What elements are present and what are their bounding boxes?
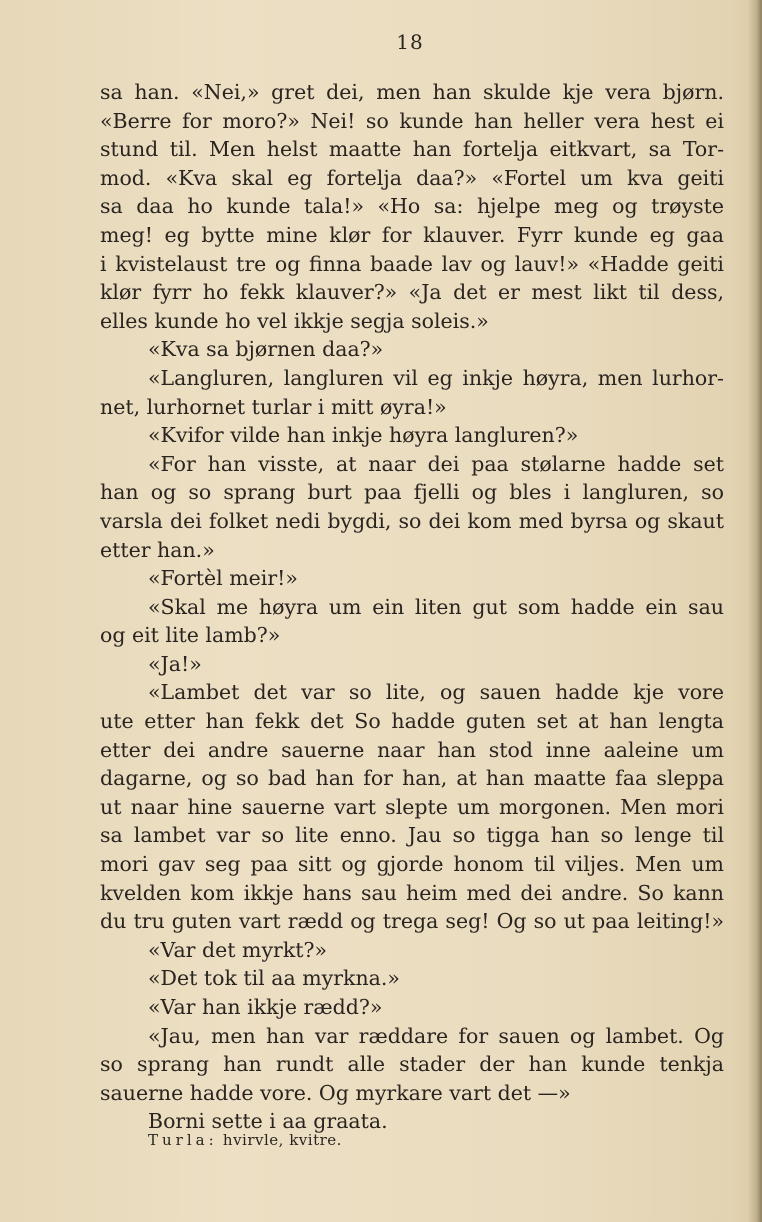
text-line: sa daa ho kunde tala!» «Ho sa: hjelpe meg og trøyste bbox=[100, 194, 724, 219]
text-line: ut naar hine sauerne vart slepte um morgonen. Men mori bbox=[100, 794, 724, 819]
text-line: sauerne hadde vore. Og myrkare vart det —» bbox=[100, 1080, 571, 1105]
text-line: kvelden kom ikkje hans sau heim med dei andre. So kann bbox=[100, 880, 724, 905]
text-line: sa han. «Nei,» gret dei, men han skulde kje vera bjørn. bbox=[100, 80, 724, 104]
text-line: «Langluren, langluren vil eg inkje høyra, men lurhor- bbox=[148, 365, 724, 390]
text-line: «Kva sa bjørnen daa?» bbox=[148, 337, 384, 362]
text-line: «Var han ikkje rædd?» bbox=[148, 995, 383, 1019]
text-line: varsla dei folket nedi bygdi, so dei kom med byrsa og skaut bbox=[100, 508, 724, 533]
text-line: «Lambet det var so lite, og sauen hadde kje vore bbox=[148, 680, 724, 705]
text-line: etter dei andre sauerne naar han stod inne aaleine um bbox=[100, 737, 724, 762]
text-line: ute etter han fekk det So hadde guten set at han lengta bbox=[100, 709, 724, 734]
text-line: «Skal me høyra um ein liten gut som hadde ein sau bbox=[148, 594, 724, 619]
text-line: mori gav seg paa sitt og gjorde honom til viljes. Men um bbox=[100, 852, 724, 877]
page-edge-shadow bbox=[748, 0, 762, 1222]
text-line: dagarne, og so bad han for han, at han maatte faa sleppa bbox=[100, 766, 724, 791]
page-number: 18 bbox=[396, 30, 424, 54]
text-line: net, lurhornet turlar i mitt øyra!» bbox=[100, 394, 447, 419]
text-line: du tru guten vart rædd og trega seg! Og so ut paa leiting!» bbox=[100, 909, 724, 934]
text-line: stund til. Men helst maatte han fortelja eitkvart, sa Tor- bbox=[100, 137, 724, 162]
footnote-definition: hvirvle, kvitre. bbox=[222, 1131, 342, 1149]
text-line: «Ja!» bbox=[148, 651, 202, 676]
text-line: «For han visste, at naar dei paa stølarne hadde set bbox=[148, 451, 724, 476]
text-line: og eit lite lamb?» bbox=[100, 623, 281, 648]
text-line: etter han.» bbox=[100, 537, 215, 562]
text-line: «Var det myrkt?» bbox=[148, 937, 328, 962]
text-line: han og so sprang burt paa fjelli og bles i langluren, so bbox=[100, 480, 724, 505]
text-line: elles kunde ho vel ikkje segja soleis.» bbox=[100, 308, 489, 333]
text-line: klør fyrr ho fekk klauver?» «Ja det er mest likt til dess, bbox=[100, 280, 724, 305]
text-line: «Kvifor vilde han inkje høyra langluren?» bbox=[148, 423, 579, 448]
text-line: «Berre for moro?» Nei! so kunde han heller vera hest ei bbox=[100, 108, 724, 133]
text-line: sa lambet var so lite enno. Jau so tigga han so lenge til bbox=[100, 823, 724, 848]
text-line: mod. «Kva skal eg fortelja daa?» «Fortel um kva geiti bbox=[100, 165, 724, 190]
text-line: meg! eg bytte mine klør for klauver. Fyrr kunde eg gaa bbox=[100, 222, 724, 247]
text-line: so sprang han rundt alle stader der han kunde tenkja bbox=[100, 1052, 724, 1077]
body-text bbox=[100, 78, 724, 1136]
text-line: «Det tok til aa myrkna.» bbox=[148, 966, 400, 991]
text-line: «Fortèl meir!» bbox=[148, 566, 298, 591]
text-line: Borni sette i aa graata. bbox=[148, 1109, 388, 1134]
footnote-term: Turla: bbox=[148, 1131, 218, 1149]
footnote bbox=[148, 1131, 342, 1149]
text-line: i kvistelaust tre og finna baade lav og lauv!» «Hadde geiti bbox=[100, 251, 724, 276]
text-line: «Jau, men han var ræddare for sauen og lambet. Og bbox=[148, 1023, 724, 1048]
